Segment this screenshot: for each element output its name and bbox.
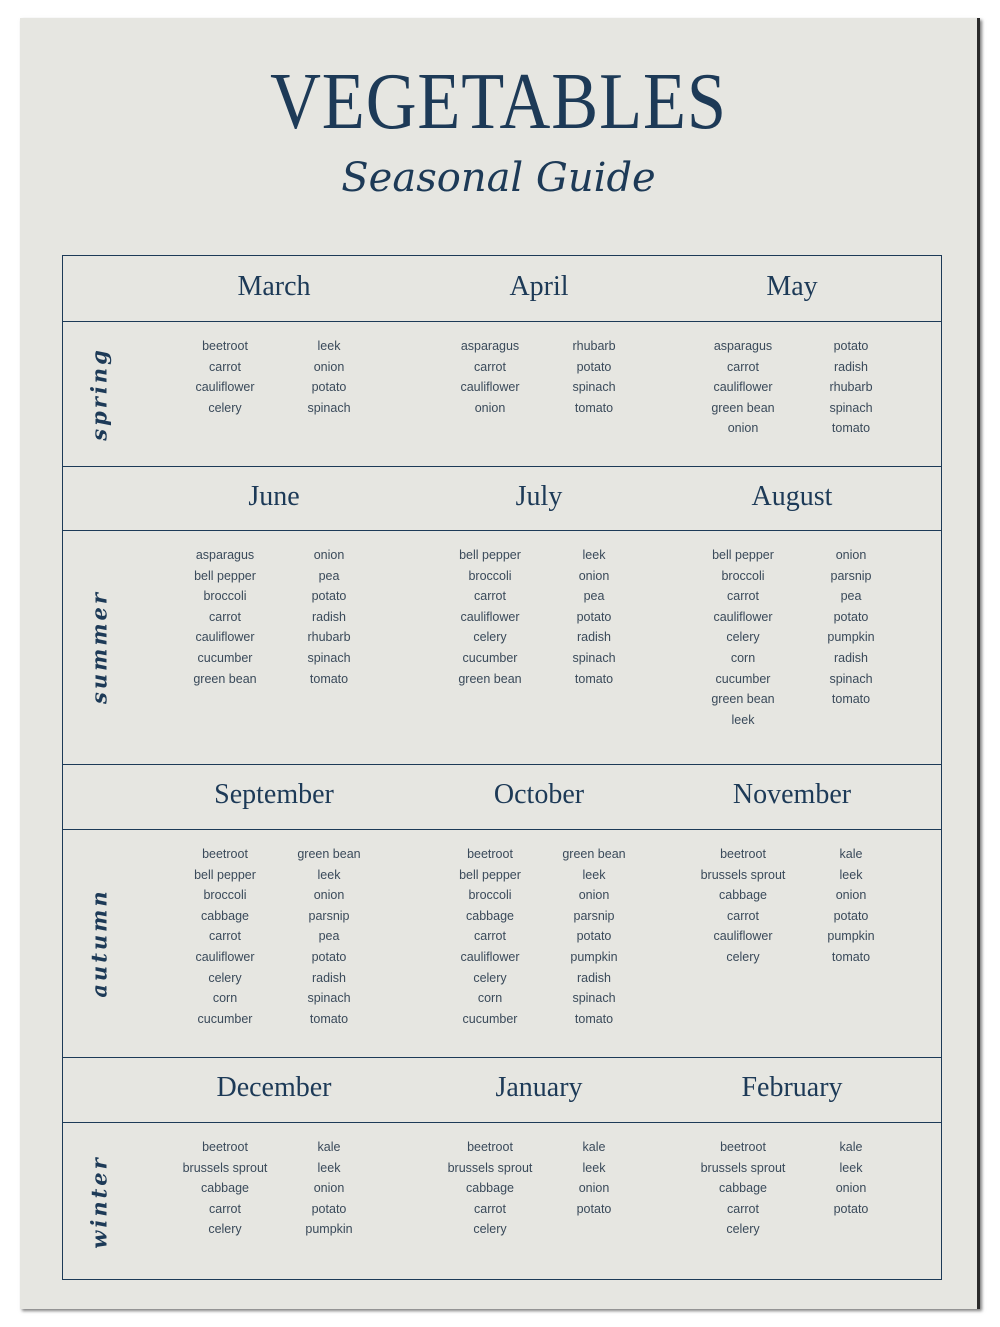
vegetable-list-left (688, 336, 798, 439)
vegetable-item: kale (839, 1140, 863, 1154)
vegetable-item: tomato (574, 400, 614, 415)
month-heading-march: March (237, 271, 311, 302)
vegetable-item: onion (313, 548, 345, 562)
vegetable-item: celery (208, 1222, 242, 1237)
vegetable-item: green bean (297, 847, 361, 861)
divider (63, 1057, 941, 1058)
vegetable-item: cauliflower (713, 609, 773, 624)
vegetable-item: carrot (474, 359, 506, 374)
vegetable-item: cauliflower (460, 380, 520, 395)
vegetable-item: leek (839, 867, 863, 882)
month-heading-august: August (751, 481, 833, 512)
vegetable-item: celery (726, 1222, 760, 1237)
vegetable-item: cauliflower (195, 949, 255, 964)
poster (20, 18, 980, 1309)
vegetable-item: broccoli (721, 568, 765, 583)
vegetable-item: spinach (307, 650, 351, 665)
vegetable-item: potato (576, 929, 612, 944)
vegetable-item: potato (833, 1201, 869, 1216)
vegetable-item: onion (835, 1181, 867, 1196)
vegetable-list-right (274, 545, 384, 689)
vegetable-item: corn (477, 991, 503, 1006)
month-heading-may: May (766, 271, 818, 302)
vegetable-item: carrot (727, 908, 759, 923)
vegetable-item: cauliflower (195, 380, 255, 395)
vegetable-item: tomato (574, 1011, 614, 1026)
vegetable-item: carrot (727, 359, 759, 374)
vegetable-item: potato (833, 908, 869, 923)
vegetable-item: carrot (209, 1201, 241, 1216)
vegetable-item: pumpkin (305, 1222, 353, 1237)
month-heading-june: June (248, 481, 300, 512)
vegetable-item: potato (311, 949, 347, 964)
vegetable-item: pumpkin (827, 630, 875, 645)
vegetable-item: green bean (458, 671, 522, 686)
vegetable-item: onion (313, 888, 345, 903)
vegetable-item: potato (311, 589, 347, 604)
season-label-spring: spring (86, 346, 112, 441)
vegetable-item: cabbage (201, 908, 249, 923)
vegetable-item: pea (318, 568, 340, 583)
vegetable-list-right (274, 336, 384, 418)
vegetable-item: onion (835, 548, 867, 562)
vegetable-list-right (796, 336, 906, 439)
vegetable-list-left (435, 336, 545, 418)
vegetable-item: potato (576, 359, 612, 374)
vegetable-item: onion (578, 888, 610, 903)
vegetable-item: carrot (474, 929, 506, 944)
vegetable-item: rhubarb (307, 630, 351, 645)
vegetable-item: cucumber (197, 650, 253, 665)
vegetable-item: leek (582, 1160, 606, 1175)
vegetable-item: beetroot (720, 847, 766, 861)
vegetable-item: cabbage (719, 1181, 767, 1196)
vegetable-list-right (796, 1137, 906, 1219)
vegetable-item: tomato (831, 949, 871, 964)
vegetable-item: potato (576, 1201, 612, 1216)
vegetable-item: tomato (309, 671, 349, 686)
divider (63, 530, 941, 531)
month-heading-december: December (216, 1072, 332, 1103)
vegetable-item: beetroot (202, 339, 248, 353)
vegetable-item: spinach (829, 400, 873, 415)
divider (63, 1122, 941, 1123)
vegetable-item: carrot (209, 929, 241, 944)
vegetable-item: beetroot (467, 847, 513, 861)
vegetable-item: pea (318, 929, 340, 944)
vegetable-item: spinach (572, 650, 616, 665)
season-label-autumn: autumn (86, 888, 112, 998)
vegetable-item: broccoli (203, 589, 247, 604)
vegetable-item: green bean (711, 692, 775, 707)
vegetable-item: cucumber (197, 1011, 253, 1026)
divider (63, 466, 941, 467)
vegetable-item: cabbage (201, 1181, 249, 1196)
vegetable-list-right (539, 1137, 649, 1219)
vegetable-item: spinach (307, 400, 351, 415)
vegetable-item: kale (839, 847, 863, 861)
vegetable-item: radish (833, 359, 869, 374)
vegetable-item: tomato (309, 1011, 349, 1026)
vegetable-item: radish (311, 970, 347, 985)
vegetable-item: asparagus (713, 339, 773, 353)
vegetable-list-right (796, 844, 906, 968)
vegetable-item: green bean (711, 400, 775, 415)
vegetable-item: brussels sprout (700, 1160, 786, 1175)
page-title: VEGETABLES (270, 58, 727, 146)
vegetable-item: cucumber (462, 1011, 518, 1026)
vegetable-list-left (170, 844, 280, 1029)
vegetable-list-right (539, 844, 649, 1029)
vegetable-list-right (539, 336, 649, 418)
vegetable-item: brussels sprout (447, 1160, 533, 1175)
vegetable-item: asparagus (460, 339, 520, 353)
vegetable-item: celery (473, 970, 507, 985)
vegetable-item: cauliflower (460, 949, 520, 964)
season-label-summer: summer (86, 590, 112, 704)
vegetable-list-right (274, 844, 384, 1029)
vegetable-item: parsnip (308, 908, 350, 923)
vegetable-item: parsnip (830, 568, 872, 583)
vegetable-item: kale (582, 1140, 606, 1154)
vegetable-item: onion (313, 359, 345, 374)
vegetable-item: asparagus (195, 548, 255, 562)
vegetable-item: broccoli (468, 888, 512, 903)
vegetable-item: potato (833, 609, 869, 624)
vegetable-item: celery (726, 630, 760, 645)
month-heading-april: April (509, 271, 569, 302)
vegetable-item: radish (576, 630, 612, 645)
vegetable-item: brussels sprout (182, 1160, 268, 1175)
vegetable-item: leek (317, 1160, 341, 1175)
vegetable-item: celery (726, 949, 760, 964)
vegetable-item: celery (208, 400, 242, 415)
divider (63, 829, 941, 830)
vegetable-item: leek (731, 712, 755, 727)
vegetable-list-right (274, 1137, 384, 1240)
vegetable-item: green bean (193, 671, 257, 686)
divider (63, 764, 941, 765)
vegetable-item: pumpkin (570, 949, 618, 964)
vegetable-item: corn (212, 991, 238, 1006)
vegetable-item: bell pepper (194, 568, 256, 583)
vegetable-list-left (688, 844, 798, 968)
vegetable-item: radish (311, 609, 347, 624)
vegetable-item: broccoli (203, 888, 247, 903)
vegetable-item: beetroot (720, 1140, 766, 1154)
vegetable-item: onion (835, 888, 867, 903)
month-heading-november: November (732, 779, 852, 810)
vegetable-item: onion (727, 421, 759, 436)
vegetable-item: potato (576, 609, 612, 624)
vegetable-item: cauliflower (713, 929, 773, 944)
vegetable-item: kale (317, 1140, 341, 1154)
vegetable-item: cucumber (715, 671, 771, 686)
vegetable-item: carrot (209, 609, 241, 624)
vegetable-item: pea (583, 589, 605, 604)
vegetable-item: carrot (209, 359, 241, 374)
vegetable-item: leek (582, 867, 606, 882)
month-heading-january: January (495, 1072, 583, 1103)
vegetable-list-left (170, 1137, 280, 1240)
vegetable-item: onion (578, 568, 610, 583)
vegetable-item: pumpkin (827, 929, 875, 944)
vegetable-item: beetroot (202, 1140, 248, 1154)
vegetable-item: carrot (727, 589, 759, 604)
vegetable-item: potato (311, 380, 347, 395)
vegetable-list-left (688, 545, 798, 730)
month-heading-october: October (493, 779, 585, 810)
vegetable-item: celery (473, 630, 507, 645)
vegetable-item: corn (730, 650, 756, 665)
vegetable-item: pea (840, 589, 862, 604)
vegetable-item: bell pepper (459, 548, 521, 562)
vegetable-item: rhubarb (829, 380, 873, 395)
month-heading-february: February (741, 1072, 843, 1103)
vegetable-list-left (170, 545, 280, 689)
vegetable-item: potato (833, 339, 869, 353)
vegetable-item: leek (317, 339, 341, 353)
vegetable-item: tomato (831, 692, 871, 707)
vegetable-item: cauliflower (195, 630, 255, 645)
vegetable-list-right (539, 545, 649, 689)
vegetable-item: tomato (831, 421, 871, 436)
vegetable-item: onion (578, 1181, 610, 1196)
vegetable-item: cauliflower (713, 380, 773, 395)
vegetable-item: leek (317, 867, 341, 882)
divider (63, 321, 941, 322)
vegetable-item: spinach (572, 380, 616, 395)
vegetable-item: radish (833, 650, 869, 665)
vegetable-list-left (170, 336, 280, 418)
vegetable-item: parsnip (573, 908, 615, 923)
vegetable-item: carrot (474, 589, 506, 604)
vegetable-item: spinach (829, 671, 873, 686)
seasonal-table (62, 255, 942, 1280)
vegetable-item: spinach (307, 991, 351, 1006)
vegetable-item: cabbage (466, 908, 514, 923)
vegetable-list-left (435, 1137, 545, 1240)
vegetable-list-left (688, 1137, 798, 1240)
vegetable-item: beetroot (202, 847, 248, 861)
vegetable-item: cauliflower (460, 609, 520, 624)
vegetable-item: radish (576, 970, 612, 985)
vegetable-item: cabbage (466, 1181, 514, 1196)
month-heading-july: July (515, 481, 563, 512)
vegetable-item: bell pepper (712, 548, 774, 562)
vegetable-item: onion (313, 1181, 345, 1196)
vegetable-item: potato (311, 1201, 347, 1216)
month-heading-september: September (214, 779, 334, 810)
vegetable-item: bell pepper (459, 867, 521, 882)
vegetable-item: carrot (727, 1201, 759, 1216)
vegetable-item: bell pepper (194, 867, 256, 882)
season-label-winter: winter (86, 1154, 112, 1249)
vegetable-item: cucumber (462, 650, 518, 665)
vegetable-item: beetroot (467, 1140, 513, 1154)
vegetable-list-left (435, 844, 545, 1029)
vegetable-list-right (796, 545, 906, 710)
vegetable-item: leek (839, 1160, 863, 1175)
vegetable-item: onion (474, 400, 506, 415)
vegetable-item: leek (582, 548, 606, 562)
vegetable-item: celery (208, 970, 242, 985)
vegetable-item: rhubarb (572, 339, 616, 353)
vegetable-item: spinach (572, 991, 616, 1006)
vegetable-item: green bean (562, 847, 626, 861)
vegetable-item: cabbage (719, 888, 767, 903)
vegetable-item: broccoli (468, 568, 512, 583)
vegetable-item: brussels sprout (700, 867, 786, 882)
page-subtitle: Seasonal Guide (341, 155, 656, 201)
vegetable-list-left (435, 545, 545, 689)
vegetable-item: tomato (574, 671, 614, 686)
vegetable-item: carrot (474, 1201, 506, 1216)
vegetable-item: celery (473, 1222, 507, 1237)
